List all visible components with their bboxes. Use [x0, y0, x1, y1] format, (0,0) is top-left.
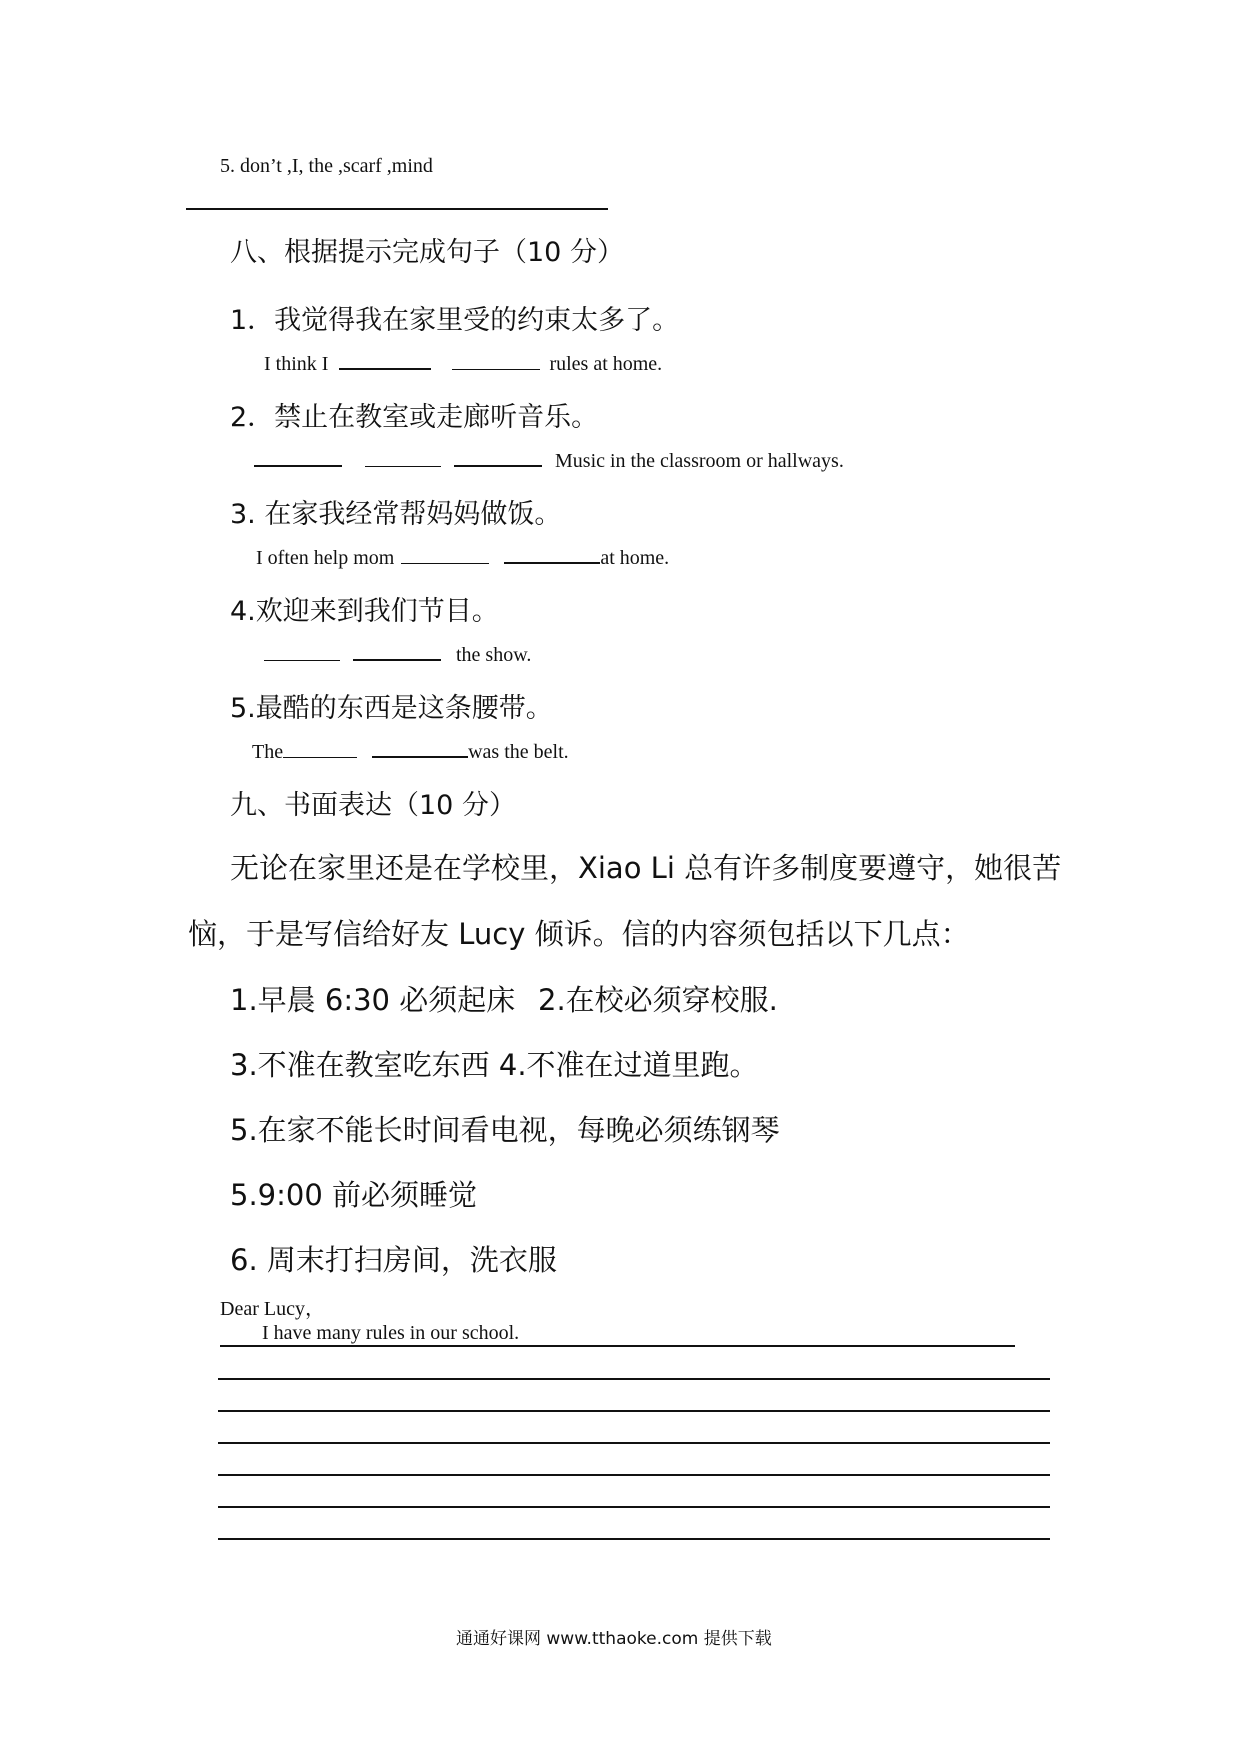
blank[interactable] — [264, 642, 340, 661]
section-9-title: 九、书面表达（10 分） — [230, 790, 516, 821]
blank[interactable] — [283, 739, 357, 758]
point-1: 1.早晨 6:30 必须起床 — [230, 983, 516, 1017]
blank[interactable] — [372, 738, 468, 758]
point-6: 6. 周末打扫房间，洗衣服 — [230, 1243, 557, 1277]
blank[interactable] — [504, 544, 600, 564]
essay-prompt-line-2: 恼，于是写信给好友 Lucy 倾诉。信的内容须包括以下几点： — [188, 917, 970, 951]
blank[interactable] — [401, 545, 489, 564]
point-5b: 5.9:00 前必须睡觉 — [230, 1178, 478, 1212]
point-3-4: 3.不准在教室吃东西 4.不准在过道里跑。 — [230, 1048, 759, 1082]
item-4-english: the show. — [264, 641, 531, 667]
item-2-chinese: 2．禁止在教室或走廊听音乐。 — [230, 402, 599, 433]
writing-line[interactable] — [218, 1442, 1050, 1444]
writing-line[interactable] — [220, 1345, 1015, 1347]
blank[interactable] — [254, 447, 342, 467]
item-2-english: Music in the classroom or hallways. — [254, 447, 844, 473]
point-2: 2.在校必须穿校服. — [538, 983, 778, 1017]
item-1-english: I think I rules at home. — [264, 350, 662, 376]
writing-line[interactable] — [218, 1474, 1050, 1476]
footer-source: 通通好课网 www.tthaoke.com 提供下载 — [456, 1629, 772, 1649]
writing-line[interactable] — [218, 1506, 1050, 1508]
blank[interactable] — [353, 641, 441, 661]
item-3-english: I often help mom at home. — [256, 544, 669, 570]
answer-line[interactable] — [186, 208, 608, 210]
item-5-english: The was the belt. — [252, 738, 569, 764]
blank[interactable] — [454, 447, 542, 467]
writing-line[interactable] — [218, 1410, 1050, 1412]
blank[interactable] — [339, 350, 431, 370]
writing-line[interactable] — [218, 1378, 1050, 1380]
blank[interactable] — [365, 448, 441, 467]
essay-first-line: I have many rules in our school. — [262, 1322, 520, 1344]
salutation: Dear Lucy， — [220, 1298, 325, 1320]
item-5-chinese: 5.最酷的东西是这条腰带。 — [230, 693, 553, 724]
writing-line[interactable] — [218, 1538, 1050, 1540]
item-1-chinese: 1．我觉得我在家里受的约束太多了。 — [230, 305, 680, 336]
reorder-item-5: 5. don’t ,I, the ,scarf ,mind — [220, 155, 433, 177]
blank[interactable] — [452, 351, 540, 370]
item-4-chinese: 4.欢迎来到我们节目。 — [230, 596, 499, 627]
point-5: 5.在家不能长时间看电视，每晚必须练钢琴 — [230, 1113, 780, 1147]
section-8-title: 八、根据提示完成句子（10 分） — [230, 237, 624, 268]
item-3-chinese: 3. 在家我经常帮妈妈做饭。 — [230, 499, 562, 530]
essay-prompt-line-1: 无论在家里还是在学校里，Xiao Li 总有许多制度要遵守，她很苦 — [230, 851, 1062, 885]
